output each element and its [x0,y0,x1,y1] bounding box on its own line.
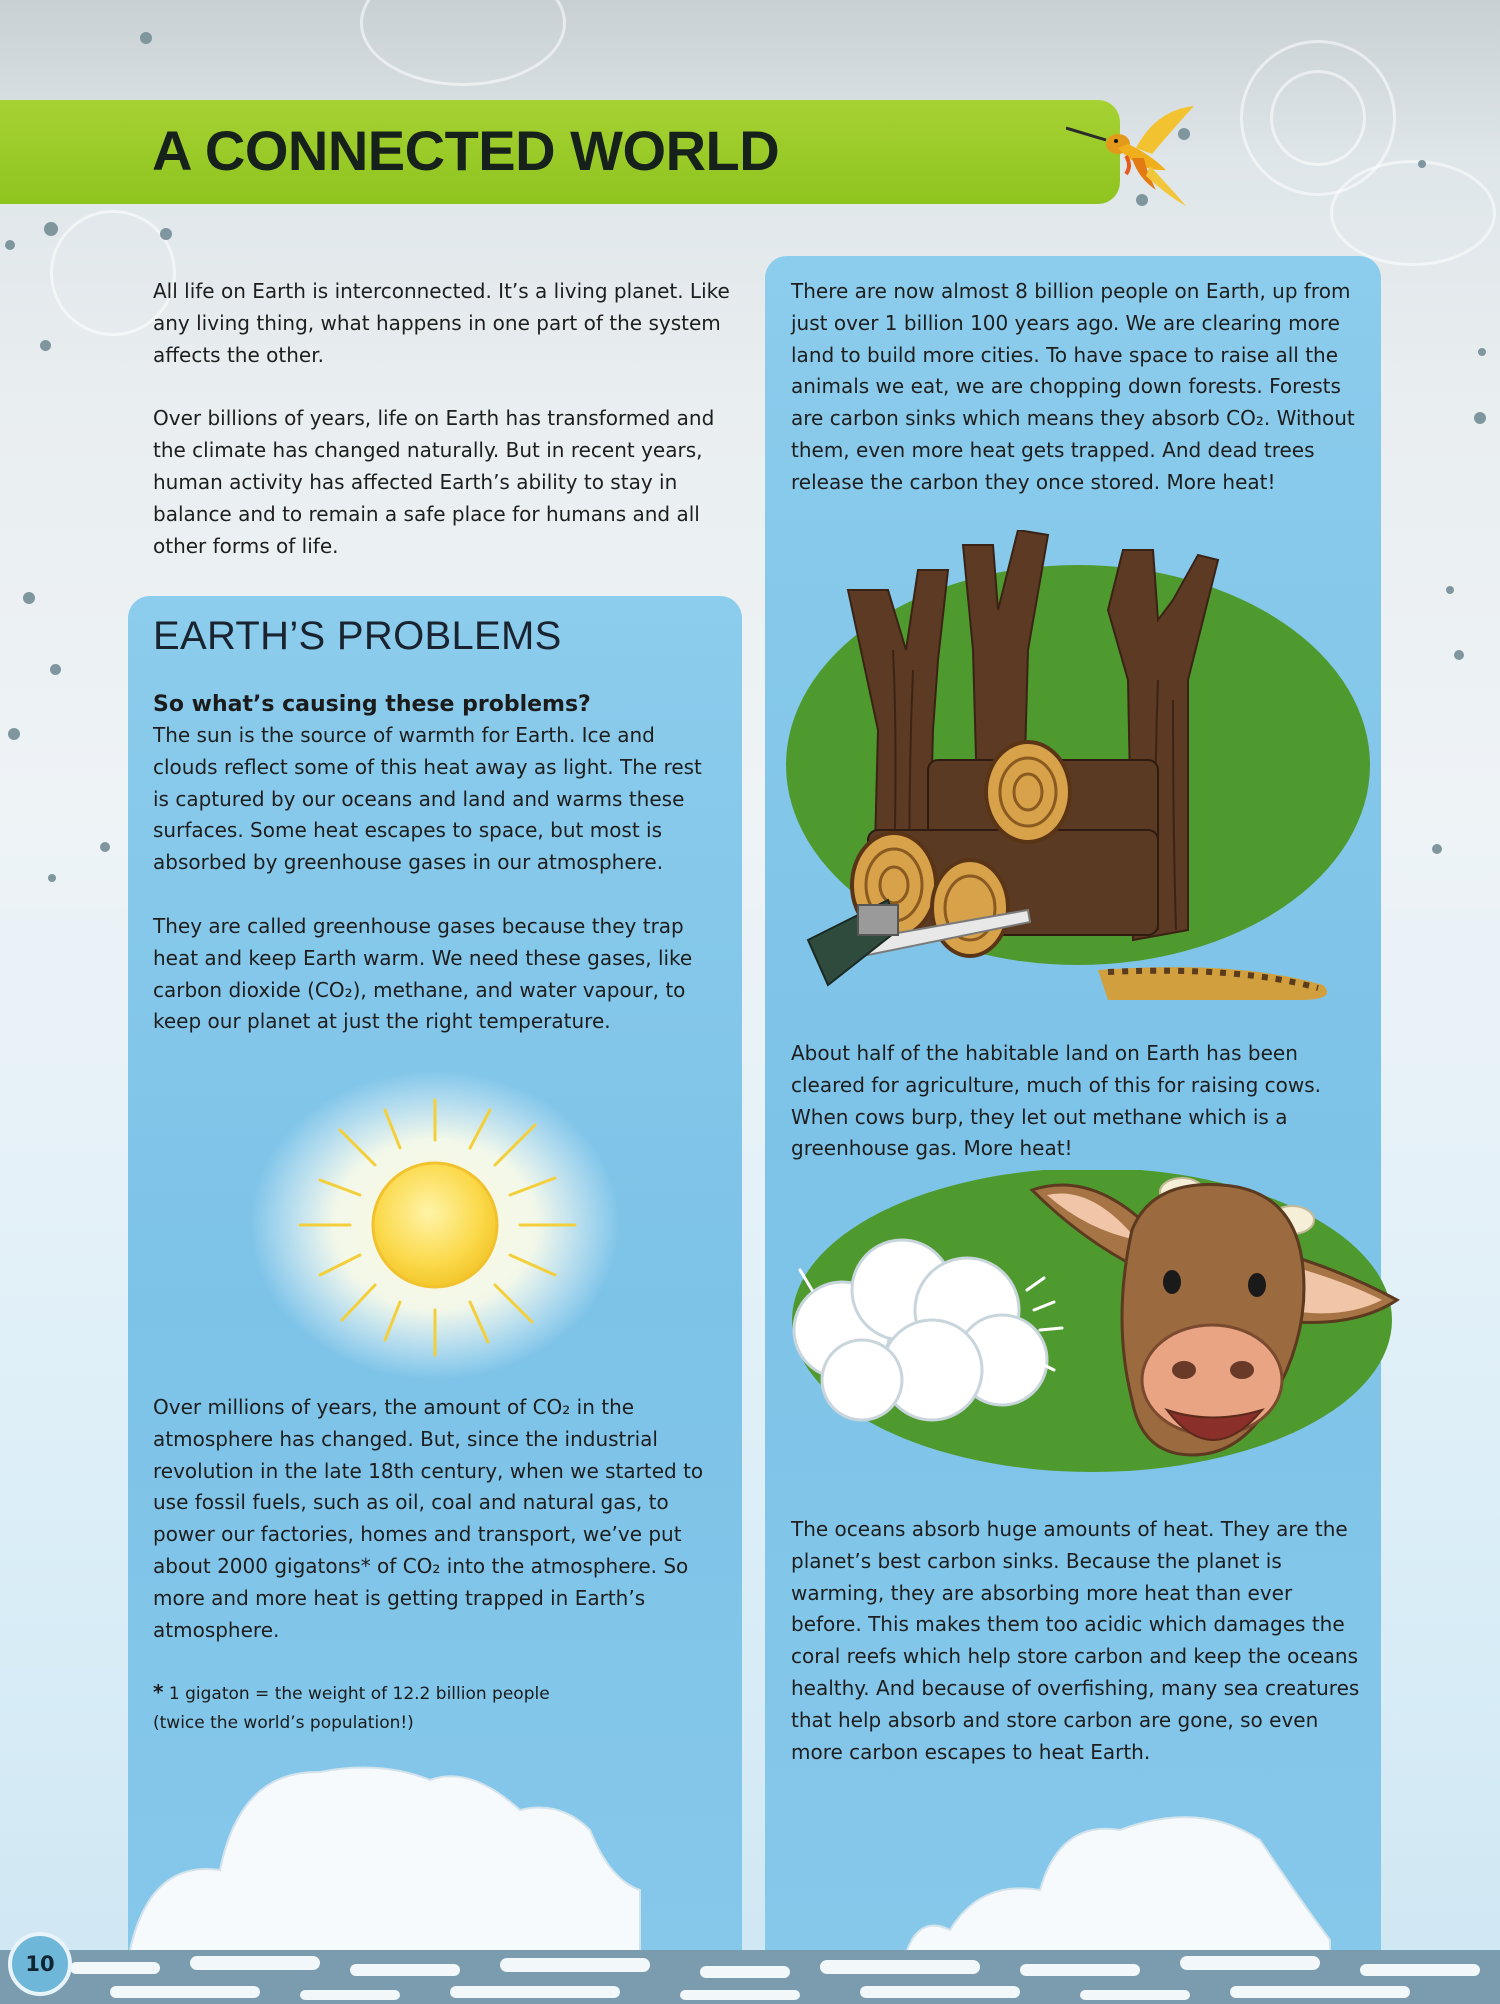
intro-section [153,276,743,594]
title-banner [0,100,1120,204]
earth-problems-heading: EARTH’S PROBLEMS [153,614,562,658]
earth-problems-paragraph-3: Over millions of years, the amount of CO₂ in the atmosphere has changed. But, since the industrial revolution in the late 18th century, when we started to use fossil fuels, such as oil, coal and natural gas, to power our factories, homes and transport, we’ve put about 2000 gigatons* of CO₂ into the atmosphere. So more and more heat is getting trapped in Earth’s atmosphere. [153,1395,704,1642]
page-number-badge [8,1932,72,1996]
footnote-line-2: (twice the world’s population!) [153,1713,414,1734]
population-paragraph: There are now almost 8 billion people on Earth, up from just over 1 billion 100 years ago. We are clearing more land to build more cities. To have space to raise all the animals we eat, we are chopping down forests. Forests are carbon sinks which means they absorb CO₂. Without them, even more heat gets trapped. And dead trees release the carbon they once stored. More heat! [791,279,1355,494]
gigaton-footnote [153,1678,723,1738]
earth-problems-paragraph-1: The sun is the source of warmth for Earth. Ice and clouds reflect some of this heat away as light. The rest is captured by our oceans and land and warms these surfaces. Some heat escapes to space, but most is absorbed by greenhouse gases in our atmosphere. [153,723,702,875]
intro-paragraph-2: Over billions of years, life on Earth has transformed and the climate has changed naturally. But in recent years, human activity has affected Earth’s ability to stay in balance and to remain a safe place for humans and all other forms of life. [153,406,715,558]
page-number: 10 [25,1952,55,1976]
agriculture-paragraph: About half of the habitable land on Earth has been cleared for agriculture, much of this for raising cows. When cows burp, they let out methane which is a greenhouse gas. More heat! [791,1041,1322,1161]
oceans-paragraph: The oceans absorb huge amounts of heat. They are the planet’s best carbon sinks. Because the planet is warming, they are absorbing more heat than ever before. This makes them too acidic which damages the coral reefs which help store carbon and keep the oceans healthy. And because of overfishing, many sea creatures that help absorb and store carbon are gone, so even more carbon escapes to heat Earth. [791,1517,1360,1764]
earth-problems-text-bottom [153,1392,723,1738]
population-text [791,276,1361,531]
sun-illustration [250,1070,620,1380]
earth-problems-subheading: So what’s causing these problems? [153,692,591,717]
page-title: A CONNECTED WORLD [152,119,780,182]
ice-floe-illustration [0,1750,1500,2004]
hummingbird-illustration [1066,100,1206,210]
earth-problems-paragraph-2: They are called greenhouse gases because they trap heat and keep Earth warm. We need these gases, like carbon dioxide (CO₂), methane, and water vapour, to keep our planet at just the right temperature. [153,913,693,1034]
intro-paragraph-1: All life on Earth is interconnected. It’s a living planet. Like any living thing, what happens in one part of the system affects the other. [153,279,730,367]
footnote-line-1: 1 gigaton = the weight of 12.2 billion people [168,1684,550,1705]
cow-burp-illustration [772,1170,1412,1500]
footnote-star: * [153,1680,164,1705]
earth-problems-text-top [153,690,723,1070]
deforestation-illustration [778,530,1378,1000]
